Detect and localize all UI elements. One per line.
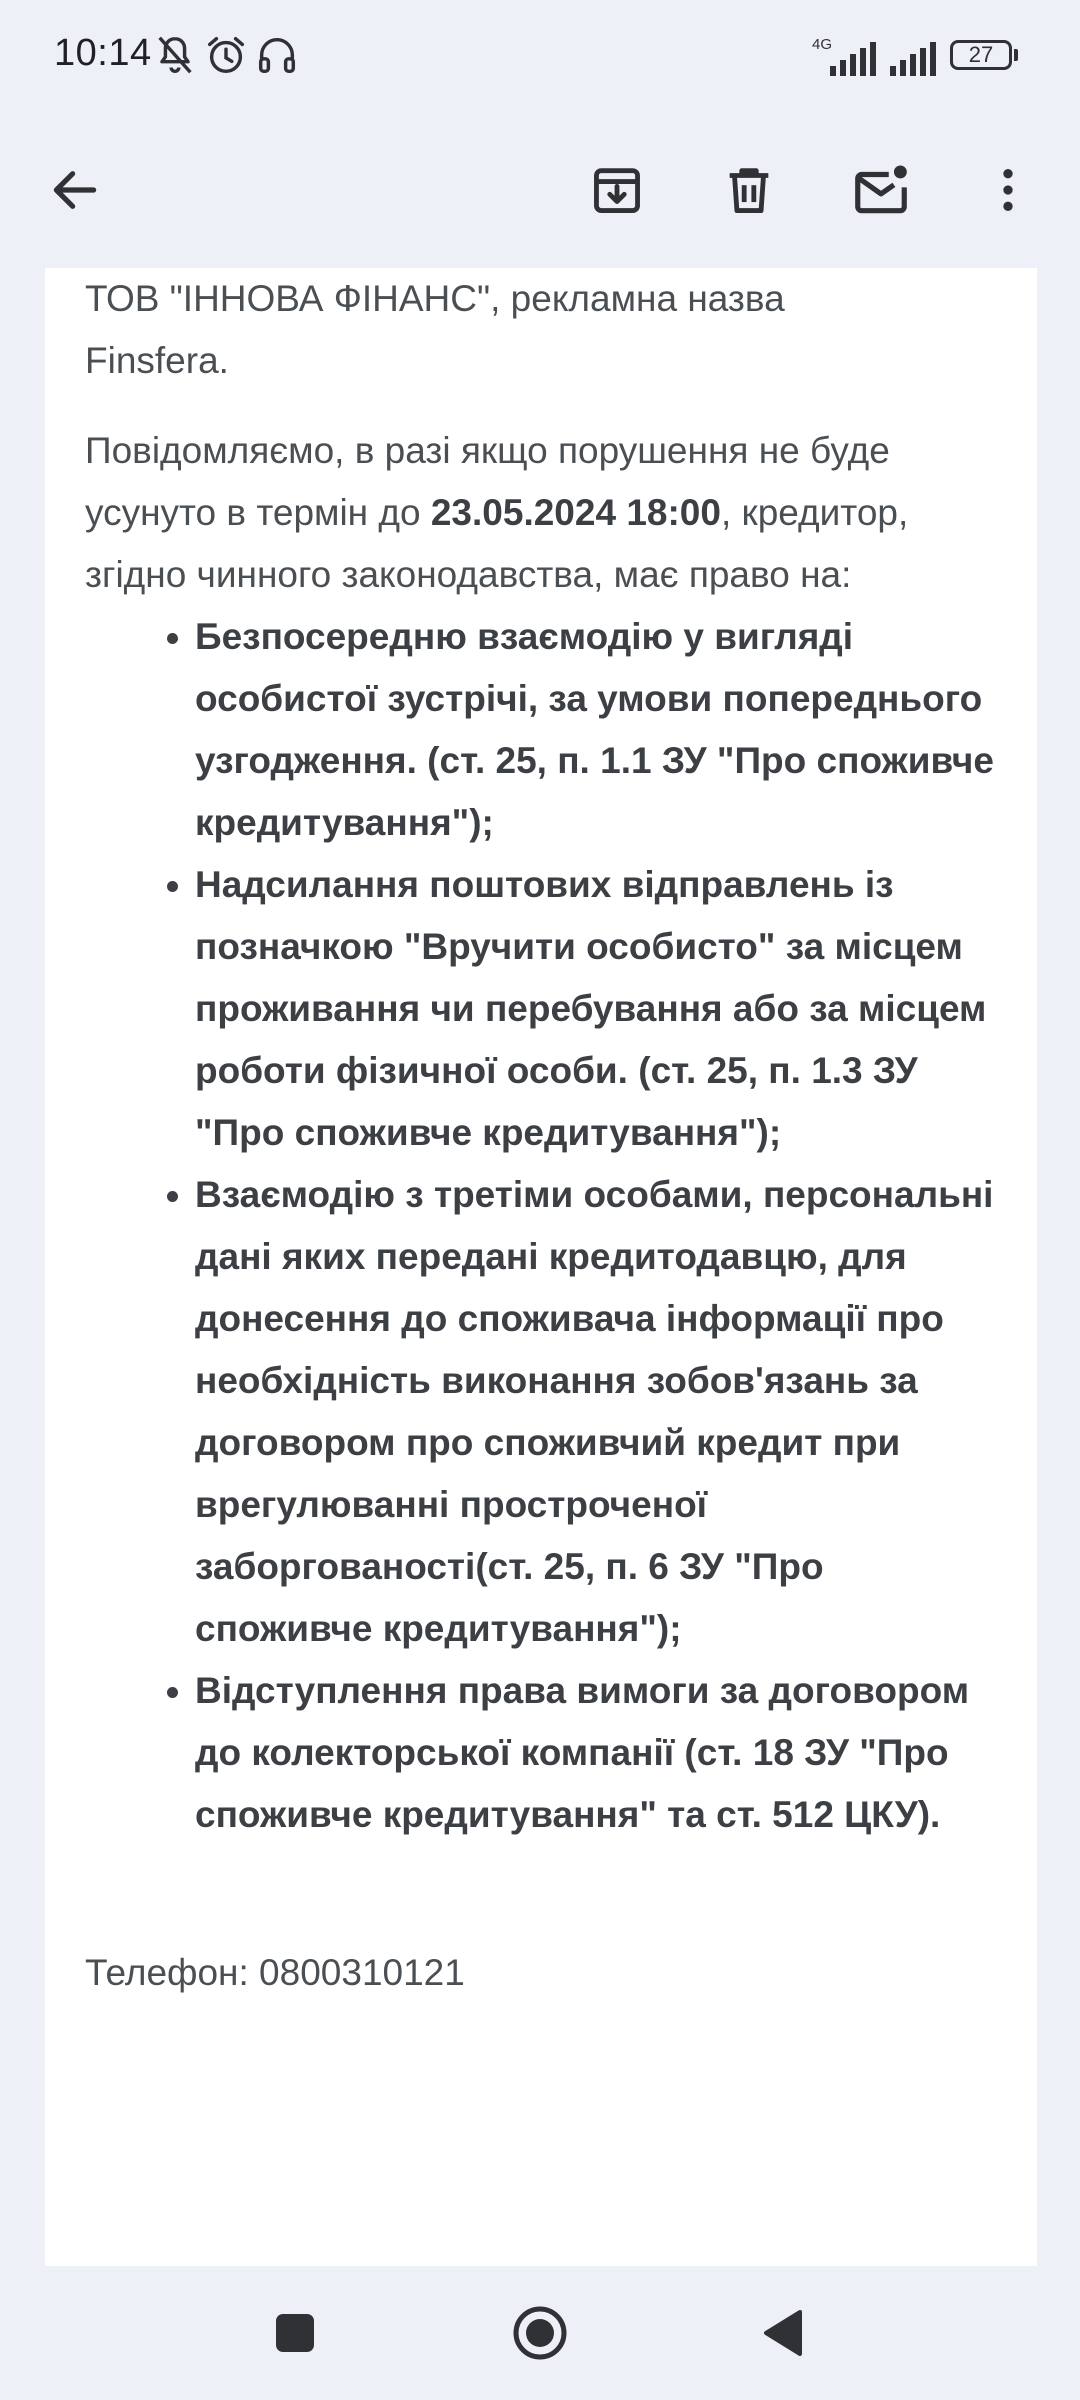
status-time: 10:14 bbox=[54, 32, 152, 74]
back-button[interactable] bbox=[35, 150, 115, 230]
signal-icon bbox=[826, 34, 878, 78]
deadline-text: 23.05.2024 18:00 bbox=[430, 492, 721, 533]
email-body bbox=[45, 268, 1037, 2266]
list-item: Відступлення права вимоги за договором до колекторської компанії (ст. 18 ЗУ "Про споживче кредитування" та ст. 512 ЦКУ). bbox=[85, 1660, 1005, 1846]
home-circle-icon bbox=[510, 2303, 570, 2363]
recents-button[interactable] bbox=[240, 2266, 350, 2400]
list-item: Надсилання поштових відправлень із позначкою "Вручити особисто" за місцем проживання чи перебування або за місцем роботи фізичної особи. (ст. 25, п. 1.3 ЗУ "Про споживче кредитування"); bbox=[85, 854, 1005, 1164]
mark-unread-button[interactable] bbox=[841, 150, 921, 230]
delete-icon bbox=[720, 161, 778, 219]
notice-text-before: Повідомляємо, в разі якщо порушення не буде усунуто в термін до bbox=[85, 430, 890, 533]
list-item: Безпосередню взаємодію у вигляді особистої зустрічі, за умови попереднього узгодження. (ст. 25, п. 1.1 ЗУ "Про споживче кредитування"); bbox=[85, 606, 1005, 854]
alarm-icon bbox=[203, 32, 249, 78]
battery-level: 27 bbox=[968, 42, 994, 67]
headphones-icon bbox=[254, 32, 300, 78]
notice-paragraph bbox=[85, 420, 1005, 606]
email-toolbar bbox=[0, 115, 1080, 265]
phone-line[interactable]: Телефон: 0800310121 bbox=[85, 1952, 465, 1993]
back-triangle-icon bbox=[760, 2308, 806, 2358]
system-nav-bar bbox=[0, 2266, 1080, 2400]
recents-square-icon bbox=[273, 2311, 317, 2355]
more-vert-icon bbox=[980, 162, 1036, 218]
battery-icon bbox=[950, 40, 1012, 70]
intro-paragraph bbox=[85, 268, 1005, 392]
rights-list bbox=[85, 606, 1005, 1846]
back-arrow-icon bbox=[47, 162, 103, 218]
home-button[interactable] bbox=[485, 2266, 595, 2400]
back-nav-button[interactable] bbox=[728, 2266, 838, 2400]
archive-icon bbox=[588, 161, 646, 219]
battery-tip bbox=[1014, 49, 1018, 61]
mark-unread-icon bbox=[850, 159, 912, 221]
intro-line-2: Finsfera. bbox=[85, 340, 229, 381]
email-content bbox=[85, 268, 1005, 2004]
list-item: Взаємодію з третіми особами, персональні дані яких передані кредитодавцю, для донесення до споживача інформації про необхідність виконання зобов'язань за договором про споживчий кредит при врегулюванні простроченої заборгованості(ст. 25, п. 6 ЗУ "Про споживче кредитування"); bbox=[85, 1164, 1005, 1660]
archive-button[interactable] bbox=[577, 150, 657, 230]
status-bar bbox=[0, 0, 1080, 115]
delete-button[interactable] bbox=[709, 150, 789, 230]
network-type-label: 4G bbox=[812, 36, 833, 53]
intro-line-1: ТОВ "ІННОВА ФІНАНС", рекламна назва bbox=[85, 278, 785, 319]
notice-text-after: , кредитор, згідно чинного законодавства, має право на: bbox=[85, 492, 909, 595]
signal-icon-2 bbox=[886, 34, 938, 78]
bell-off-icon bbox=[152, 32, 198, 78]
more-options-button[interactable] bbox=[968, 150, 1048, 230]
